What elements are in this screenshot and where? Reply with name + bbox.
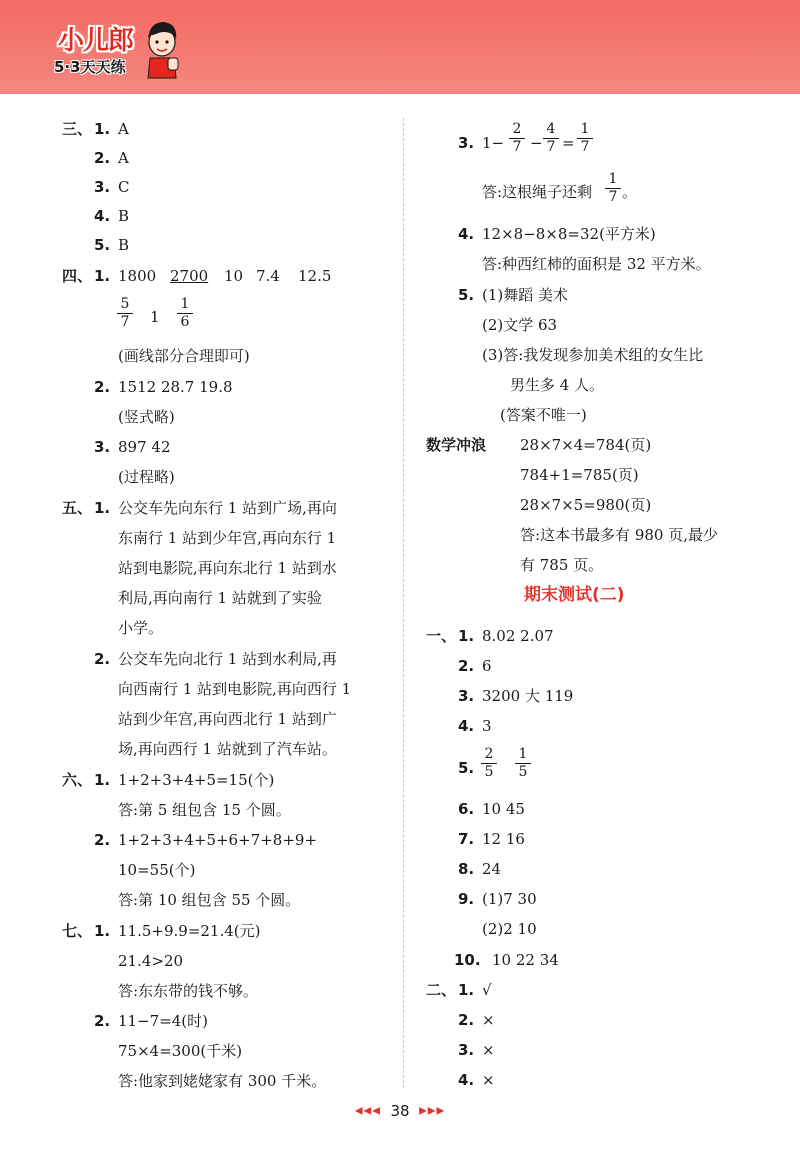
item-number: 2. bbox=[94, 149, 111, 167]
answer: 10 bbox=[224, 267, 244, 285]
answer-line: 公交车先向东行 1 站到广场,再向 bbox=[118, 499, 337, 517]
item-number: 10. bbox=[454, 951, 481, 969]
item-number: 1. bbox=[94, 120, 111, 138]
answer-line: 答:这本书最多有 980 页,最少 bbox=[520, 526, 718, 544]
right-arrows-icon: ▶▶▶ bbox=[419, 1105, 446, 1117]
answer-line: (答案不唯一) bbox=[500, 406, 587, 424]
answer-text: 答:这根绳子还剩 bbox=[482, 183, 593, 201]
item-number: 3. bbox=[94, 438, 111, 456]
item-number: 1. bbox=[94, 771, 111, 789]
answer-line: 75×4=300(千米) bbox=[118, 1042, 243, 1060]
expression: 1− bbox=[482, 134, 505, 152]
denominator: 5 bbox=[518, 764, 528, 780]
note: (过程略) bbox=[118, 468, 175, 486]
item-number: 1. bbox=[94, 499, 111, 517]
fraction bbox=[542, 121, 560, 156]
item-number: 3. bbox=[458, 687, 475, 705]
answer: 12 16 bbox=[482, 830, 525, 848]
item-number: 4. bbox=[458, 1071, 475, 1089]
item-number: 1. bbox=[94, 922, 111, 940]
numerator: 4 bbox=[546, 121, 556, 137]
answer-line: 答:第 10 组包含 55 个圆。 bbox=[118, 891, 301, 909]
answer-line: 28×7×4=784(页) bbox=[520, 436, 652, 454]
item-number: 2. bbox=[94, 378, 111, 396]
item-number: 2. bbox=[94, 831, 111, 849]
section-label: 四、 bbox=[62, 267, 93, 285]
answer-line: (2)文学 63 bbox=[482, 316, 558, 334]
item-number: 4. bbox=[458, 717, 475, 735]
numerator: 1 bbox=[608, 171, 618, 187]
answer: (1)7 30 bbox=[482, 890, 537, 908]
item-number: 3. bbox=[94, 178, 111, 196]
fraction bbox=[508, 121, 526, 156]
answer: 6 bbox=[482, 657, 492, 675]
operator: − bbox=[530, 134, 543, 152]
numerator: 2 bbox=[484, 746, 494, 762]
note: (竖式略) bbox=[118, 408, 175, 426]
answer-line: 站到电影院,再向东北行 1 站到水 bbox=[118, 559, 337, 577]
answer: 10 45 bbox=[482, 800, 525, 818]
page-footer bbox=[0, 1100, 800, 1123]
answer-line: 28×7×5=980(页) bbox=[520, 496, 652, 514]
item-number: 2. bbox=[94, 1012, 111, 1030]
item-number: 5. bbox=[458, 286, 475, 304]
item-number: 1. bbox=[458, 981, 475, 999]
denominator: 7 bbox=[608, 189, 618, 205]
section-label: 二、 bbox=[426, 981, 457, 999]
numerator: 1 bbox=[180, 296, 190, 312]
section-label: 一、 bbox=[426, 627, 457, 645]
answer: 12.5 bbox=[298, 267, 332, 285]
answer-line: 男生多 4 人。 bbox=[510, 376, 605, 394]
answer-line: 11.5+9.9=21.4(元) bbox=[118, 922, 261, 940]
answer-line: 答:种西红柿的面积是 32 平方米。 bbox=[482, 255, 711, 273]
answer-line: 21.4>20 bbox=[118, 952, 184, 970]
section-label: 五、 bbox=[62, 499, 93, 517]
answer-line: 784+1=785(页) bbox=[520, 466, 639, 484]
denominator: 7 bbox=[546, 139, 556, 155]
column-divider bbox=[403, 118, 404, 1088]
denominator: 7 bbox=[120, 314, 130, 330]
section-label: 六、 bbox=[62, 771, 93, 789]
answer: A bbox=[118, 149, 129, 167]
item-number: 4. bbox=[458, 225, 475, 243]
answer: 7.4 bbox=[256, 267, 280, 285]
item-number: 1. bbox=[458, 627, 475, 645]
fraction bbox=[604, 171, 622, 206]
denominator: 7 bbox=[580, 139, 590, 155]
mascot-icon bbox=[142, 18, 182, 80]
answer: (2)2 10 bbox=[482, 920, 537, 938]
operator: = bbox=[562, 134, 575, 152]
answer-line: (3)答:我发现参加美术组的女生比 bbox=[482, 346, 704, 364]
cross-mark: × bbox=[482, 1071, 495, 1089]
fraction bbox=[480, 746, 498, 781]
answer-line: 11−7=4(时) bbox=[118, 1012, 209, 1030]
section-heading: 期末测试(二) bbox=[524, 585, 625, 605]
brand-title: 小儿郎 bbox=[58, 26, 134, 56]
left-arrows-icon: ◀◀◀ bbox=[354, 1105, 381, 1117]
item-number: 2. bbox=[458, 657, 475, 675]
answer-line: 有 785 页。 bbox=[520, 556, 604, 574]
answer-line: 答:东东带的钱不够。 bbox=[118, 982, 259, 1000]
answer-line: 小学。 bbox=[118, 619, 164, 637]
denominator: 7 bbox=[512, 139, 522, 155]
answer-line: 场,再向西行 1 站就到了汽车站。 bbox=[118, 740, 337, 758]
answer: 1512 28.7 19.8 bbox=[118, 378, 233, 396]
cross-mark: × bbox=[482, 1041, 495, 1059]
answer: 8.02 2.07 bbox=[482, 627, 554, 645]
punctuation: 。 bbox=[622, 183, 638, 201]
item-number: 6. bbox=[458, 800, 475, 818]
numerator: 1 bbox=[518, 746, 528, 762]
fraction bbox=[176, 296, 194, 331]
answer: 24 bbox=[482, 860, 502, 878]
item-number: 2. bbox=[458, 1011, 475, 1029]
section-label: 七、 bbox=[62, 922, 93, 940]
answer-line: 12×8−8×8=32(平方米) bbox=[482, 225, 656, 243]
item-number: 8. bbox=[458, 860, 475, 878]
answer-line: 公交车先向北行 1 站到水利局,再 bbox=[118, 650, 337, 668]
answer-line: 1+2+3+4+5+6+7+8+9+ bbox=[118, 831, 318, 849]
note: (画线部分合理即可) bbox=[118, 347, 250, 365]
answer: 1800 bbox=[118, 267, 157, 285]
answer-line: 利局,再向南行 1 站就到了实验 bbox=[118, 589, 322, 607]
answer: B bbox=[118, 207, 130, 225]
answer-line: 答:他家到姥姥家有 300 千米。 bbox=[118, 1072, 327, 1090]
answer-line: 答:第 5 组包含 15 个圆。 bbox=[118, 801, 291, 819]
denominator: 5 bbox=[484, 764, 494, 780]
fraction bbox=[576, 121, 594, 156]
item-number: 9. bbox=[458, 890, 475, 908]
answer-line: 向西南行 1 站到电影院,再向西行 1 bbox=[118, 680, 352, 698]
answer: C bbox=[118, 178, 130, 196]
item-number: 3. bbox=[458, 1041, 475, 1059]
section-label: 三、 bbox=[62, 120, 93, 138]
answer-line: 1+2+3+4+5=15(个) bbox=[118, 771, 275, 789]
item-number: 5. bbox=[94, 236, 111, 254]
answer-line: 东南行 1 站到少年宫,再向东行 1 bbox=[118, 529, 337, 547]
page-number: 38 bbox=[390, 1102, 410, 1120]
answer: A bbox=[118, 120, 129, 138]
item-number: 4. bbox=[94, 207, 111, 225]
brand-logo bbox=[50, 18, 200, 84]
item-number: 3. bbox=[458, 134, 475, 152]
answer: 3200 大 119 bbox=[482, 687, 574, 705]
answer: 1 bbox=[150, 308, 160, 326]
check-mark: √ bbox=[482, 981, 492, 999]
answer: 3 bbox=[482, 717, 492, 735]
answer-underlined: 2700 bbox=[170, 267, 209, 285]
item-number: 1. bbox=[94, 267, 111, 285]
numerator: 1 bbox=[580, 121, 590, 137]
answer-line: 10=55(个) bbox=[118, 861, 196, 879]
item-number: 5. bbox=[458, 759, 475, 777]
numerator: 5 bbox=[120, 296, 130, 312]
brand-subtitle: 5·3天天练 bbox=[54, 58, 126, 76]
bonus-label: 数学冲浪 bbox=[426, 436, 487, 454]
cross-mark: × bbox=[482, 1011, 495, 1029]
answer: B bbox=[118, 236, 130, 254]
answer-line: (1)舞蹈 美术 bbox=[482, 286, 569, 304]
denominator: 6 bbox=[180, 314, 190, 330]
numerator: 2 bbox=[512, 121, 522, 137]
item-number: 7. bbox=[458, 830, 475, 848]
answer: 897 42 bbox=[118, 438, 171, 456]
fraction bbox=[116, 296, 134, 331]
fraction bbox=[514, 746, 532, 781]
answer: 10 22 34 bbox=[492, 951, 559, 969]
item-number: 2. bbox=[94, 650, 111, 668]
answer-line: 站到少年宫,再向西北行 1 站到广 bbox=[118, 710, 337, 728]
